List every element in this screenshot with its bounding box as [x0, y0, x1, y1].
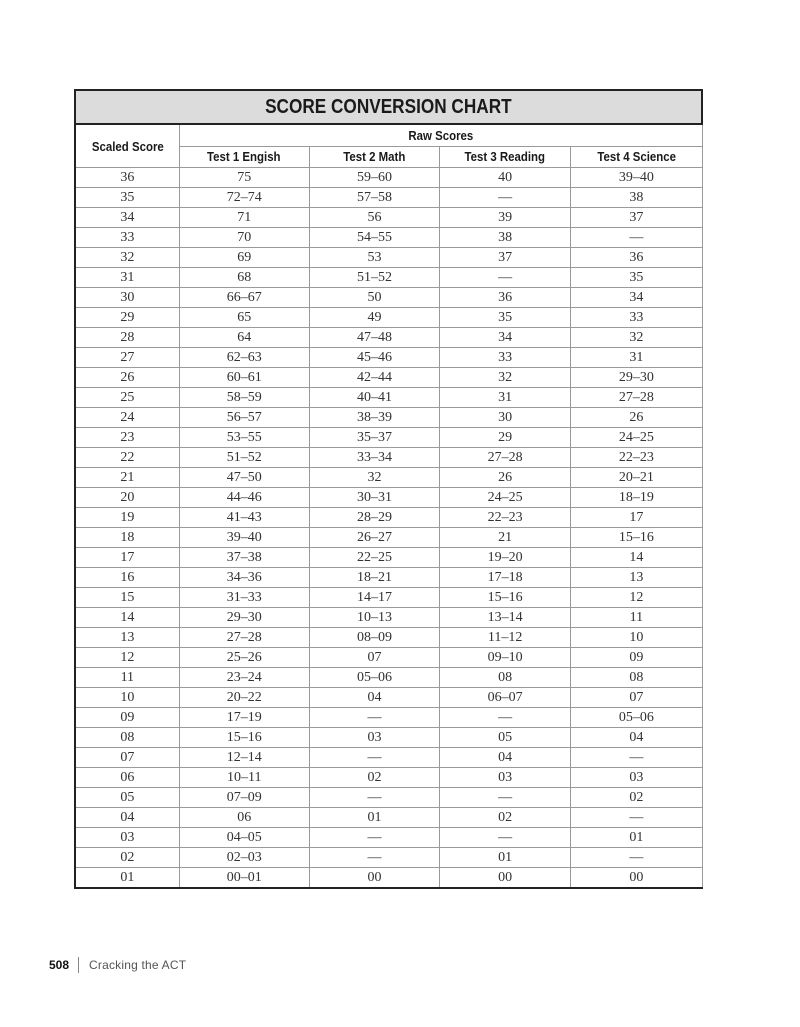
- english-raw-cell: 06: [179, 808, 309, 828]
- table-row: [75, 308, 702, 328]
- table-row: [75, 808, 702, 828]
- reading-raw-cell: 01: [440, 848, 571, 868]
- science-raw-cell: 39–40: [571, 168, 702, 188]
- math-raw-cell: 04: [309, 688, 439, 708]
- scaled-score-cell: 36: [75, 168, 179, 188]
- table-row: [75, 828, 702, 848]
- table-row: [75, 448, 702, 468]
- english-raw-cell: 10–11: [179, 768, 309, 788]
- scaled-score-cell: 07: [75, 748, 179, 768]
- table-row: [75, 588, 702, 608]
- english-raw-cell: 65: [179, 308, 309, 328]
- science-raw-cell: 13: [571, 568, 702, 588]
- science-raw-cell: 03: [571, 768, 702, 788]
- math-raw-cell: 01: [309, 808, 439, 828]
- scaled-score-cell: 27: [75, 348, 179, 368]
- science-raw-cell: 04: [571, 728, 702, 748]
- reading-raw-cell: 33: [440, 348, 571, 368]
- english-raw-cell: 62–63: [179, 348, 309, 368]
- reading-raw-cell: 34: [440, 328, 571, 348]
- reading-raw-cell: 31: [440, 388, 571, 408]
- english-raw-cell: 75: [179, 168, 309, 188]
- english-raw-cell: 27–28: [179, 628, 309, 648]
- english-raw-cell: 17–19: [179, 708, 309, 728]
- table-row: [75, 688, 702, 708]
- math-raw-cell: ––: [309, 708, 439, 728]
- reading-raw-cell: 39: [440, 208, 571, 228]
- science-raw-cell: 26: [571, 408, 702, 428]
- english-raw-cell: 53–55: [179, 428, 309, 448]
- table-row: [75, 268, 702, 288]
- header-raw-scores: [179, 124, 702, 146]
- english-raw-cell: 37–38: [179, 548, 309, 568]
- math-raw-cell: 51–52: [309, 268, 439, 288]
- scaled-score-cell: 06: [75, 768, 179, 788]
- english-raw-cell: 47–50: [179, 468, 309, 488]
- page-footer: [49, 957, 186, 973]
- scaled-score-cell: 21: [75, 468, 179, 488]
- table-row: [75, 348, 702, 368]
- math-raw-cell: 53: [309, 248, 439, 268]
- header-scaled-score: [75, 124, 179, 168]
- scaled-score-cell: 31: [75, 268, 179, 288]
- table-title: [75, 90, 702, 124]
- reading-raw-cell: 15–16: [440, 588, 571, 608]
- score-conversion-table: [74, 89, 703, 889]
- math-raw-cell: 08–09: [309, 628, 439, 648]
- english-raw-cell: 60–61: [179, 368, 309, 388]
- scaled-score-cell: 28: [75, 328, 179, 348]
- reading-raw-cell: 27–28: [440, 448, 571, 468]
- scaled-score-cell: 15: [75, 588, 179, 608]
- english-raw-cell: 58–59: [179, 388, 309, 408]
- math-raw-cell: ––: [309, 828, 439, 848]
- english-raw-cell: 51–52: [179, 448, 309, 468]
- math-raw-cell: ––: [309, 748, 439, 768]
- english-raw-cell: 00–01: [179, 868, 309, 889]
- english-raw-cell: 25–26: [179, 648, 309, 668]
- science-raw-cell: 05–06: [571, 708, 702, 728]
- table-row: [75, 568, 702, 588]
- reading-raw-cell: 08: [440, 668, 571, 688]
- math-raw-cell: 32: [309, 468, 439, 488]
- math-raw-cell: 14–17: [309, 588, 439, 608]
- table-row: [75, 788, 702, 808]
- footer-divider: [78, 957, 79, 973]
- table-row: [75, 288, 702, 308]
- table-row: [75, 488, 702, 508]
- english-raw-cell: 69: [179, 248, 309, 268]
- table-row: [75, 868, 702, 889]
- table-title-text: SCORE CONVERSION CHART: [265, 95, 512, 118]
- scaled-score-cell: 33: [75, 228, 179, 248]
- table-row: [75, 508, 702, 528]
- table-row: [75, 388, 702, 408]
- science-raw-cell: 32: [571, 328, 702, 348]
- reading-raw-cell: 00: [440, 868, 571, 889]
- science-raw-cell: 20–21: [571, 468, 702, 488]
- math-raw-cell: 02: [309, 768, 439, 788]
- english-raw-cell: 29–30: [179, 608, 309, 628]
- reading-raw-cell: 35: [440, 308, 571, 328]
- english-raw-cell: 04–05: [179, 828, 309, 848]
- math-raw-cell: 28–29: [309, 508, 439, 528]
- math-raw-cell: 50: [309, 288, 439, 308]
- english-raw-cell: 34–36: [179, 568, 309, 588]
- table-row: [75, 728, 702, 748]
- math-raw-cell: 07: [309, 648, 439, 668]
- reading-raw-cell: 36: [440, 288, 571, 308]
- english-raw-cell: 15–16: [179, 728, 309, 748]
- scaled-score-cell: 32: [75, 248, 179, 268]
- english-raw-cell: 02–03: [179, 848, 309, 868]
- science-raw-cell: 10: [571, 628, 702, 648]
- english-raw-cell: 23–24: [179, 668, 309, 688]
- reading-raw-cell: ––: [440, 788, 571, 808]
- scaled-score-cell: 02: [75, 848, 179, 868]
- header-test-3-reading: [440, 146, 571, 168]
- math-raw-cell: 03: [309, 728, 439, 748]
- reading-raw-cell: 30: [440, 408, 571, 428]
- english-raw-cell: 41–43: [179, 508, 309, 528]
- scaled-score-cell: 08: [75, 728, 179, 748]
- math-raw-cell: 57–58: [309, 188, 439, 208]
- math-raw-cell: 40–41: [309, 388, 439, 408]
- table-row: [75, 168, 702, 188]
- math-raw-cell: 26–27: [309, 528, 439, 548]
- math-raw-cell: 56: [309, 208, 439, 228]
- reading-raw-cell: 09–10: [440, 648, 571, 668]
- english-raw-cell: 20–22: [179, 688, 309, 708]
- scaled-score-cell: 30: [75, 288, 179, 308]
- science-raw-cell: 14: [571, 548, 702, 568]
- page-number: 508: [49, 958, 70, 972]
- english-raw-cell: 56–57: [179, 408, 309, 428]
- scaled-score-cell: 14: [75, 608, 179, 628]
- header-text: Test 3 Reading: [464, 149, 546, 165]
- math-raw-cell: 18–21: [309, 568, 439, 588]
- science-raw-cell: 29–30: [571, 368, 702, 388]
- science-raw-cell: 31: [571, 348, 702, 368]
- header-raw-scores-text: Raw Scores: [408, 127, 473, 143]
- reading-raw-cell: 11–12: [440, 628, 571, 648]
- science-raw-cell: ––: [571, 228, 702, 248]
- scaled-score-cell: 35: [75, 188, 179, 208]
- english-raw-cell: 07–09: [179, 788, 309, 808]
- scaled-score-cell: 12: [75, 648, 179, 668]
- scaled-score-cell: 10: [75, 688, 179, 708]
- table-row: [75, 648, 702, 668]
- header-text: Test 4 Science: [597, 149, 676, 165]
- scaled-score-cell: 20: [75, 488, 179, 508]
- science-raw-cell: 27–28: [571, 388, 702, 408]
- english-raw-cell: 70: [179, 228, 309, 248]
- book-title: Cracking the ACT: [89, 958, 187, 972]
- reading-raw-cell: ––: [440, 268, 571, 288]
- reading-raw-cell: 32: [440, 368, 571, 388]
- english-raw-cell: 66–67: [179, 288, 309, 308]
- reading-raw-cell: 40: [440, 168, 571, 188]
- table-row: [75, 748, 702, 768]
- math-raw-cell: 35–37: [309, 428, 439, 448]
- reading-raw-cell: 06–07: [440, 688, 571, 708]
- scaled-score-cell: 25: [75, 388, 179, 408]
- math-raw-cell: 05–06: [309, 668, 439, 688]
- header-test-4-science: [571, 146, 702, 168]
- table-row: [75, 608, 702, 628]
- science-raw-cell: 34: [571, 288, 702, 308]
- scaled-score-cell: 26: [75, 368, 179, 388]
- reading-raw-cell: 05: [440, 728, 571, 748]
- math-raw-cell: 47–48: [309, 328, 439, 348]
- reading-raw-cell: 13–14: [440, 608, 571, 628]
- english-raw-cell: 71: [179, 208, 309, 228]
- science-raw-cell: 07: [571, 688, 702, 708]
- table-row: [75, 668, 702, 688]
- reading-raw-cell: 29: [440, 428, 571, 448]
- science-raw-cell: 37: [571, 208, 702, 228]
- reading-raw-cell: 02: [440, 808, 571, 828]
- english-raw-cell: 44–46: [179, 488, 309, 508]
- science-raw-cell: 24–25: [571, 428, 702, 448]
- reading-raw-cell: 22–23: [440, 508, 571, 528]
- math-raw-cell: 45–46: [309, 348, 439, 368]
- science-raw-cell: 02: [571, 788, 702, 808]
- science-raw-cell: 38: [571, 188, 702, 208]
- english-raw-cell: 31–33: [179, 588, 309, 608]
- scaled-score-cell: 03: [75, 828, 179, 848]
- reading-raw-cell: 04: [440, 748, 571, 768]
- table-row: [75, 848, 702, 868]
- scaled-score-cell: 22: [75, 448, 179, 468]
- table-row: [75, 468, 702, 488]
- scaled-score-cell: 23: [75, 428, 179, 448]
- math-raw-cell: 54–55: [309, 228, 439, 248]
- header-test-2-math: [309, 146, 439, 168]
- science-raw-cell: 09: [571, 648, 702, 668]
- table-row: [75, 768, 702, 788]
- reading-raw-cell: 21: [440, 528, 571, 548]
- scaled-score-cell: 19: [75, 508, 179, 528]
- reading-raw-cell: 26: [440, 468, 571, 488]
- scaled-score-cell: 05: [75, 788, 179, 808]
- header-text: Test 1 Engish: [207, 149, 282, 165]
- science-raw-cell: 00: [571, 868, 702, 889]
- scaled-score-cell: 34: [75, 208, 179, 228]
- table-row: [75, 188, 702, 208]
- english-raw-cell: 12–14: [179, 748, 309, 768]
- science-raw-cell: 01: [571, 828, 702, 848]
- science-raw-cell: ––: [571, 748, 702, 768]
- math-raw-cell: 10–13: [309, 608, 439, 628]
- table-body: [75, 168, 702, 889]
- table-row: [75, 228, 702, 248]
- math-raw-cell: 49: [309, 308, 439, 328]
- scaled-score-cell: 29: [75, 308, 179, 328]
- table-row: [75, 328, 702, 348]
- science-raw-cell: 18–19: [571, 488, 702, 508]
- science-raw-cell: 22–23: [571, 448, 702, 468]
- math-raw-cell: ––: [309, 848, 439, 868]
- science-raw-cell: 12: [571, 588, 702, 608]
- scaled-score-cell: 13: [75, 628, 179, 648]
- math-raw-cell: 38–39: [309, 408, 439, 428]
- science-raw-cell: 08: [571, 668, 702, 688]
- english-raw-cell: 39–40: [179, 528, 309, 548]
- table-row: [75, 208, 702, 228]
- scaled-score-cell: 16: [75, 568, 179, 588]
- table-row: [75, 548, 702, 568]
- table-row: [75, 428, 702, 448]
- math-raw-cell: 42–44: [309, 368, 439, 388]
- reading-raw-cell: ––: [440, 708, 571, 728]
- english-raw-cell: 64: [179, 328, 309, 348]
- science-raw-cell: 33: [571, 308, 702, 328]
- english-raw-cell: 72–74: [179, 188, 309, 208]
- reading-raw-cell: 03: [440, 768, 571, 788]
- reading-raw-cell: 19–20: [440, 548, 571, 568]
- science-raw-cell: 15–16: [571, 528, 702, 548]
- table-row: [75, 708, 702, 728]
- header-scaled-score-text: Scaled Score: [91, 138, 164, 154]
- scaled-score-cell: 18: [75, 528, 179, 548]
- science-raw-cell: 17: [571, 508, 702, 528]
- table-row: [75, 248, 702, 268]
- table-row: [75, 528, 702, 548]
- science-raw-cell: 36: [571, 248, 702, 268]
- scaled-score-cell: 09: [75, 708, 179, 728]
- reading-raw-cell: 37: [440, 248, 571, 268]
- scaled-score-cell: 11: [75, 668, 179, 688]
- english-raw-cell: 68: [179, 268, 309, 288]
- scaled-score-cell: 01: [75, 868, 179, 889]
- math-raw-cell: 22–25: [309, 548, 439, 568]
- math-raw-cell: 59–60: [309, 168, 439, 188]
- science-raw-cell: 11: [571, 608, 702, 628]
- reading-raw-cell: 17–18: [440, 568, 571, 588]
- scaled-score-cell: 24: [75, 408, 179, 428]
- reading-raw-cell: 38: [440, 228, 571, 248]
- reading-raw-cell: ––: [440, 188, 571, 208]
- math-raw-cell: ––: [309, 788, 439, 808]
- science-raw-cell: ––: [571, 808, 702, 828]
- table-row: [75, 368, 702, 388]
- header-text: Test 2 Math: [343, 149, 406, 165]
- science-raw-cell: ––: [571, 848, 702, 868]
- science-raw-cell: 35: [571, 268, 702, 288]
- math-raw-cell: 00: [309, 868, 439, 889]
- table-row: [75, 628, 702, 648]
- header-test-1-english: [179, 146, 309, 168]
- scaled-score-cell: 17: [75, 548, 179, 568]
- scaled-score-cell: 04: [75, 808, 179, 828]
- reading-raw-cell: 24–25: [440, 488, 571, 508]
- reading-raw-cell: ––: [440, 828, 571, 848]
- math-raw-cell: 33–34: [309, 448, 439, 468]
- math-raw-cell: 30–31: [309, 488, 439, 508]
- table-row: [75, 408, 702, 428]
